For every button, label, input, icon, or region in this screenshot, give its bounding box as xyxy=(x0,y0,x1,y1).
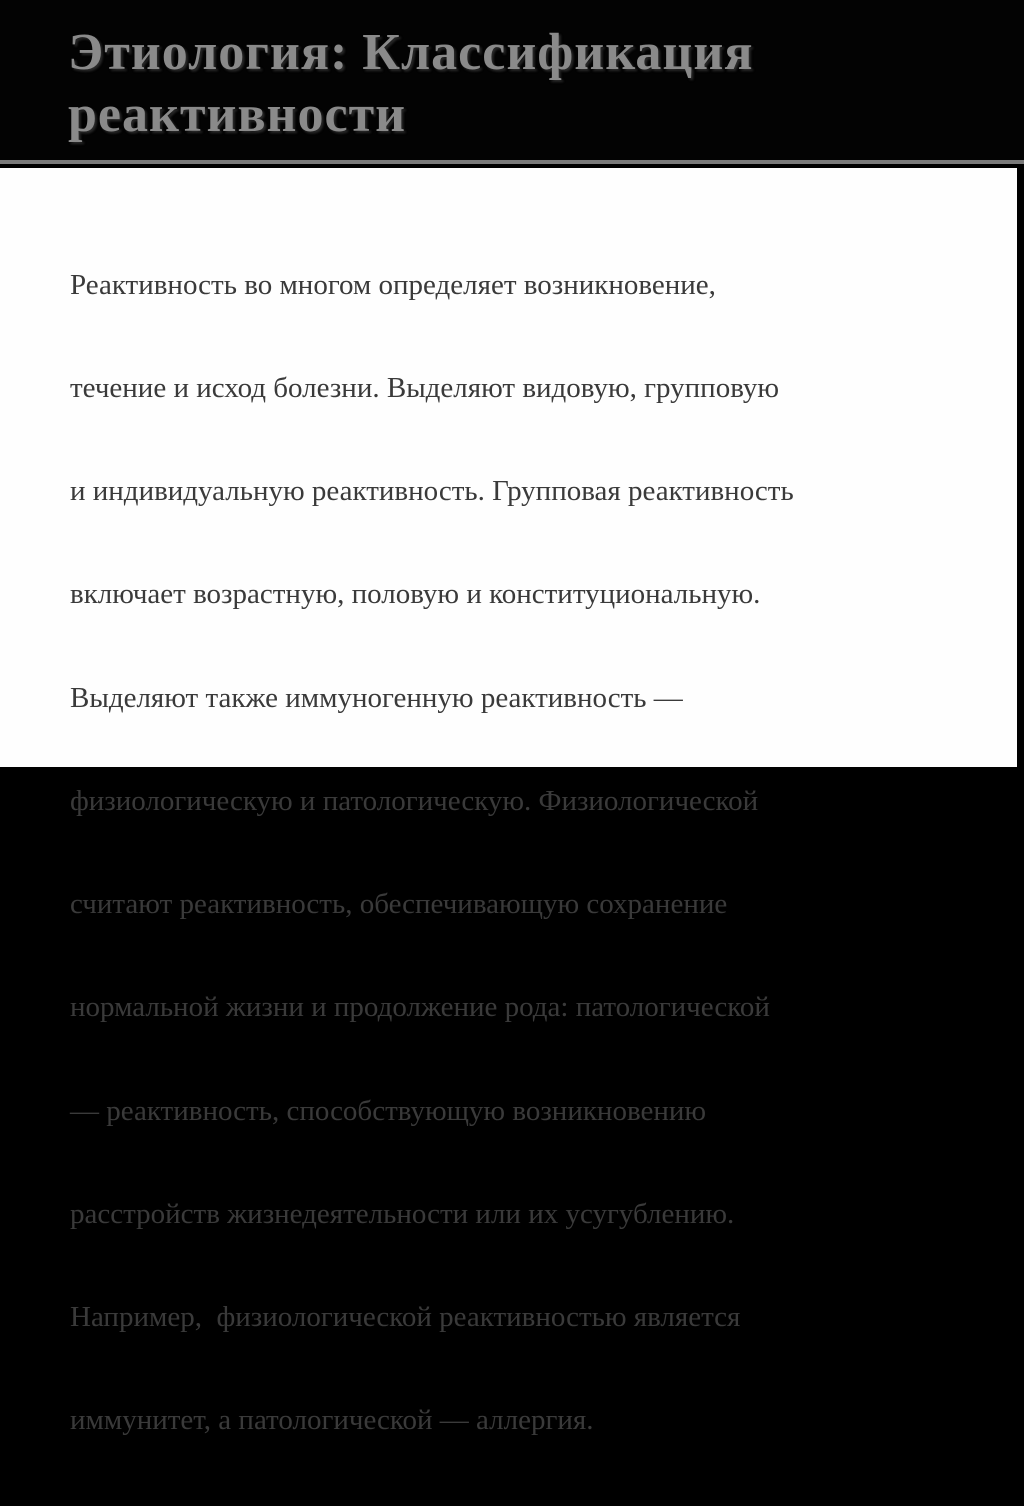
title-bar xyxy=(0,0,1024,160)
body-line: Выделяют также иммуногенную реактивность — xyxy=(70,681,683,714)
body-line: иммунитет, а патологической — аллергия. xyxy=(70,1404,594,1437)
title-divider xyxy=(0,160,1024,164)
body-line: — реактивность, способствующую возникновению xyxy=(70,1094,707,1127)
body-line: считают реактивность, обеспечивающую сохранение xyxy=(70,888,728,921)
slide-title-line: реактивности xyxy=(68,86,407,143)
body-line: Реактивность во многом определяет возникновение, xyxy=(70,268,716,301)
slide-title-line: Этиология: Классификация xyxy=(68,24,754,81)
body-line: включает возрастную, половую и конституциональную. xyxy=(70,578,761,611)
body-line: нормальной жизни и продолжение рода: патологической xyxy=(70,991,770,1024)
body-line: и индивидуальную реактивность. Групповая реактивность xyxy=(70,475,794,508)
body-line: расстройств жизнедеятельности или их усугублению. xyxy=(70,1197,735,1230)
body-line: Например, физиологической реактивностью является xyxy=(70,1301,741,1333)
slide-edge xyxy=(1017,168,1024,767)
body-line: физиологическую и патологическую. Физиологической xyxy=(70,784,759,817)
body-line: течение и исход болезни. Выделяют видовую, групповую xyxy=(70,372,780,405)
slide-title xyxy=(68,22,968,146)
body-paragraph xyxy=(70,199,970,1506)
